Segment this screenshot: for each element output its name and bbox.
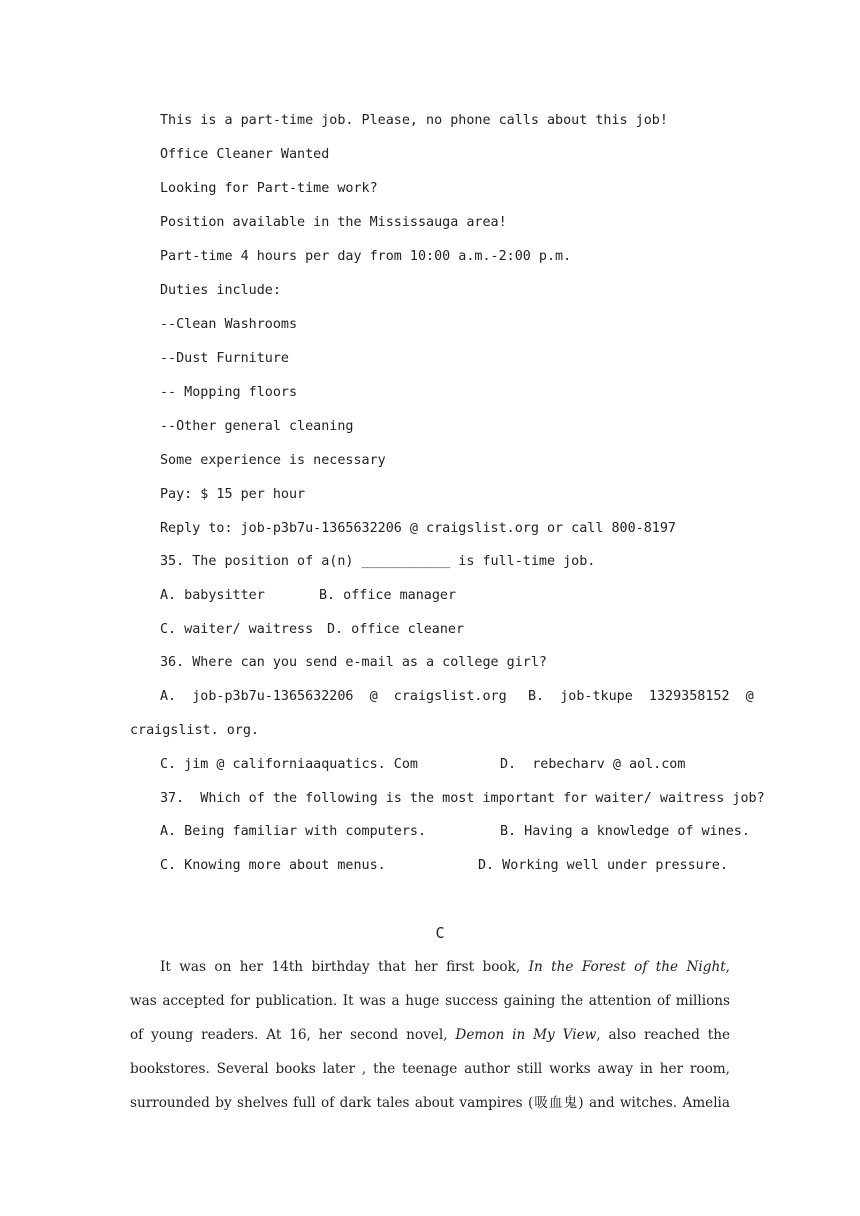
passage-text: It was on her 14th birthday that her first book, (160, 959, 529, 975)
passage-text: of young readers. At 16, her second novel, (130, 1027, 456, 1043)
ad-duty-item: -- Mopping floors (160, 385, 298, 400)
ad-title: Office Cleaner Wanted (160, 147, 330, 162)
question-35-option-b: B. office manager (319, 588, 457, 603)
book-title: Demon in My View (455, 1027, 597, 1043)
passage-line: bookstores. Several books later , the teenage author still works away in her room, (130, 1061, 730, 1077)
passage-line (160, 958, 730, 976)
passage-line: was accepted for publication. It was a huge success gaining the attention of millions (130, 993, 730, 1009)
question-37-option-a: A. Being familiar with computers. (160, 824, 427, 839)
passage-line: surrounded by shelves full of dark tales about vampires (吸血鬼) and witches. Amelia (130, 1095, 730, 1111)
question-36-option-a: A. job-p3b7u-1365632206 @ craigslist.org (160, 689, 507, 704)
question-35-option-d: D. office cleaner (327, 622, 465, 637)
question-36-option-c: C. jim @ californiaaquatics. Com (160, 757, 418, 772)
section-heading: C (435, 924, 445, 942)
ad-experience: Some experience is necessary (160, 453, 386, 468)
ad-pay: Pay: $ 15 per hour (160, 487, 306, 502)
ad-duty-item: --Clean Washrooms (160, 317, 298, 332)
question-35-option-c: C. waiter/ waitress (160, 622, 314, 637)
ad-question: Looking for Part-time work? (160, 181, 378, 196)
ad-intro: This is a part-time job. Please, no phone calls about this job! (160, 113, 668, 128)
question-36-option-b-continued: craigslist. org. (130, 723, 259, 738)
passage-text: , (725, 959, 730, 975)
ad-duty-item: --Other general cleaning (160, 419, 354, 434)
question-37-option-b: B. Having a knowledge of wines. (500, 824, 750, 839)
book-title: In the Forest of the Night (528, 959, 726, 975)
ad-duties-label: Duties include: (160, 283, 281, 298)
ad-duty-item: --Dust Furniture (160, 351, 289, 366)
question-37-option-d: D. Working well under pressure. (478, 858, 728, 873)
ad-position: Position available in the Mississauga area! (160, 215, 507, 230)
question-37-option-c: C. Knowing more about menus. (160, 858, 386, 873)
ad-hours: Part-time 4 hours per day from 10:00 a.m.-2:00 p.m. (160, 249, 572, 264)
passage-line (130, 1026, 730, 1044)
ad-reply: Reply to: job-p3b7u-1365632206 @ craigslist.org or call 800-8197 (160, 521, 676, 536)
question-36-option-b: B. job-tkupe 1329358152 @ (528, 689, 754, 704)
question-37-stem: 37. Which of the following is the most important for waiter/ waitress job? (160, 791, 765, 806)
question-35-option-a: A. babysitter (160, 588, 265, 603)
question-35-stem: 35. The position of a(n) ___________ is full-time job. (160, 554, 596, 569)
passage-text: , also reached the (596, 1027, 731, 1043)
question-36-option-d: D. rebecharv @ aol.com (500, 757, 686, 772)
question-36-stem: 36. Where can you send e-mail as a college girl? (160, 655, 547, 670)
